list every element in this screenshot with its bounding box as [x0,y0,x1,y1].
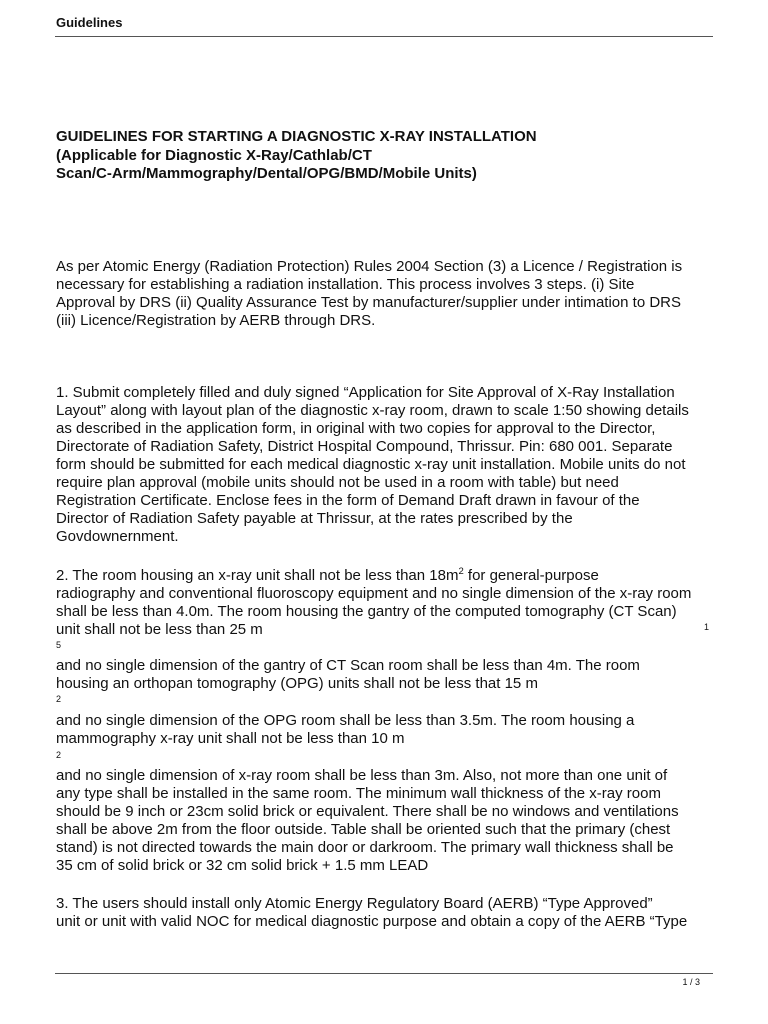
item2-line: shall be less than 4.0m. The room housing the gantry of the computed tomography (CT Scan) [56,603,677,620]
item2-line: any type shall be installed in the same room. The minimum wall thickness of the x-ray room [56,785,661,802]
item1-line: Layout” along with layout plan of the diagnostic x-ray room, drawn to scale 1:50 showing details [56,402,689,419]
item2-line: stand) is not directed towards the main door or darkroom. The primary wall thickness shall be [56,839,674,856]
page-number: 1 / 3 [682,977,700,987]
item1-line: Director of Radiation Safety payable at Thrissur, at the rates prescribed by the [56,510,573,527]
footer-divider [55,973,713,974]
document-title [56,128,716,184]
intro-line: (iii) Licence/Registration by AERB through DRS. [56,312,376,329]
item2-line: housing an orthopan tomography (OPG) units shall not be less that 15 m [56,675,538,692]
stray-footnote-mark: 5 [56,640,62,650]
item3-line: unit or unit with valid NOC for medical diagnostic purpose and obtain a copy of the AERB “Type [56,913,688,930]
header-divider [55,36,713,37]
page-header-title: Guidelines [56,15,123,30]
item1-line: Directorate of Radiation Safety, District Hospital Compound, Thrissur. Pin: 680 001. Separate [56,438,673,455]
item2-line: mammography x-ray unit shall not be less than 10 m [56,730,405,747]
title-line: Scan/C-Arm/Mammography/Dental/OPG/BMD/Mobile Units) [56,165,477,182]
superscript: 2 [458,566,464,577]
item1-line: as described in the application form, in original with two copies for approval to the Director, [56,420,656,437]
item2-line: unit shall not be less than 25 m [56,621,263,638]
item2-line: and no single dimension of the OPG room shall be less than 3.5m. The room housing a [56,712,635,729]
item2-text: for general-purpose [463,567,599,584]
item3-line: 3. The users should install only Atomic Energy Regulatory Board (AERB) “Type Approved” [56,895,653,912]
item1-line: Registration Certificate. Enclose fees in the form of Demand Draft drawn in favour of the [56,492,640,509]
stray-footnote-mark: 2 [56,694,62,704]
stray-footnote-mark: 2 [56,750,62,760]
item2-text: 2. The room housing an x-ray unit shall not be less than 18m [56,567,459,584]
stray-footnote-mark: 1 [704,622,710,632]
title-line: GUIDELINES FOR STARTING A DIAGNOSTIC X-RAY INSTALLATION [56,128,537,145]
intro-line: As per Atomic Energy (Radiation Protection) Rules 2004 Section (3) a Licence / Registration is [56,258,683,275]
item1-line: form should be submitted for each medical diagnostic x-ray unit installation. Mobile units do not [56,456,686,473]
item2-line: and no single dimension of the gantry of CT Scan room shall be less than 4m. The room [56,657,640,674]
item2-line: should be 9 inch or 23cm solid brick or equivalent. There shall be no windows and ventilations [56,803,679,820]
item2-line: and no single dimension of x-ray room shall be less than 3m. Also, not more than one unit of [56,767,668,784]
intro-line: Approval by DRS (ii) Quality Assurance Test by manufacturer/supplier under intimation to DRS [56,294,681,311]
item1-line: Govdownernment. [56,528,179,545]
intro-line: necessary for establishing a radiation installation. This process involves 3 steps. (i) Site [56,276,635,293]
item2-line: radiography and conventional fluoroscopy equipment and no single dimension of the x-ray room [56,585,692,602]
title-line: (Applicable for Diagnostic X-Ray/Cathlab/CT [56,146,372,164]
item2-line: shall be above 2m from the floor outside. Table shall be oriented such that the primary (chest [56,821,671,838]
item1-line: 1. Submit completely filled and duly signed “Application for Site Approval of X-Ray Installation [56,384,675,401]
item2-line [56,567,599,585]
item1-line: require plan approval (mobile units should not be used in a room with table) but need [56,474,619,491]
item2-line: 35 cm of solid brick or 32 cm solid brick + 1.5 mm LEAD [56,857,429,874]
